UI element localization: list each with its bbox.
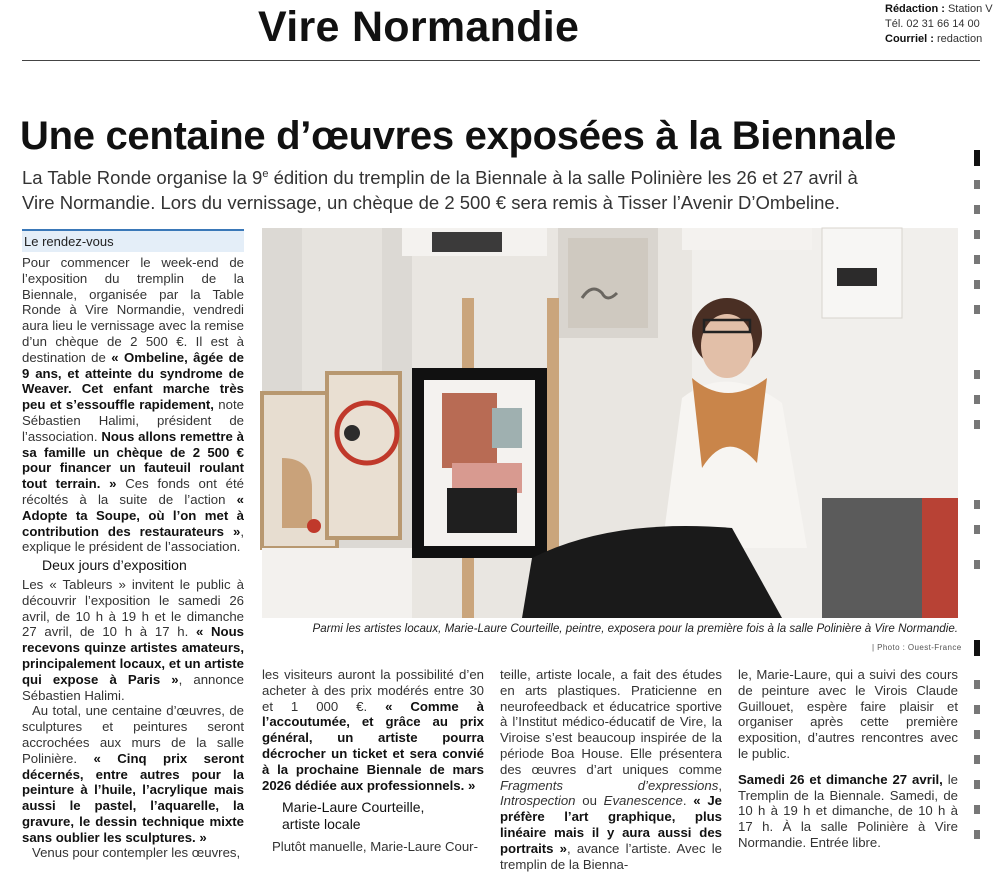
article-column-2 <box>262 667 484 855</box>
text-run: le Tremplin de la Biennale. Samedi, de 10 h à 19 h et dimanche, de 10 h à 17 h. À la salle Polinière à Vire Normandie. Entrée libre. <box>738 771 958 850</box>
quote-run: « Adopte ta Soupe, où l’on met à contribution des restaurateurs » <box>22 491 244 539</box>
artwork-title: Fragments d’expressions <box>500 777 719 793</box>
adjacent-article-edge <box>966 140 980 883</box>
text-run: Ces fonds ont été récoltés à la suite de l’action <box>22 476 244 507</box>
edge-mark <box>974 370 980 379</box>
text-run: Pour commencer le week-end de l’exposition du tremplin de la Biennale, organisée par la Table Ronde à Vire Normandie, vendredi aura lieu le vernissage avec la remise d’un chèque de 2 500 €. Il est à destination de <box>22 255 244 365</box>
edge-mark <box>974 230 980 239</box>
text-run: . <box>682 793 694 809</box>
text-run: , avance l’artiste. Avec le tremplin de la Bienna- <box>500 840 722 872</box>
paragraph-8: le, Marie-Laure, qui a suivi des cours de peinture avec le Virois Claude Guillouet, espère faire plaisir et organiser après cette première exposition, d’autres rencontres avec le public. <box>738 667 958 761</box>
edge-mark <box>974 395 980 404</box>
paragraph-7 <box>500 667 722 872</box>
text-run: Au total, une centaine d’œuvres, de sculptures et peintures seront accrochées aux murs de la salle Polinière. <box>22 703 244 766</box>
newspaper-section-title: Vire Normandie <box>258 3 580 51</box>
edge-mark <box>974 560 980 569</box>
edge-mark <box>974 500 980 509</box>
edge-mark <box>974 205 980 214</box>
quote-run: « Ombeline, âgée de 9 ans, et atteinte du syndrome de Weaver. Cet enfant marche très peu et s’essouffle rapidement, <box>22 349 244 413</box>
edge-mark <box>974 705 980 714</box>
edge-mark <box>974 150 980 166</box>
edge-mark <box>974 525 980 534</box>
subheading-line-1: Marie-Laure Courteille, <box>282 799 425 816</box>
paragraph-6: Plutôt manuelle, Marie-Laure Cour- <box>272 839 478 855</box>
rendezvous-label: Le rendez-vous <box>22 229 244 252</box>
quote-run: « Comme à l’accoutumée, et grâce au prix général, un artiste pourra décrocher un ticket et sera convié à la prochaine Biennale de mars 2026 dédiée aux professionnels. » <box>262 698 484 793</box>
edge-mark <box>974 420 980 429</box>
quote-run: « Cinq prix seront décernés, entre autres pour la peinture à l’huile, l’acrylique mais aussi le pastel, l’aquarelle, la gravure, le dessin technique mixte sans oublier les sculptures. » <box>22 750 244 845</box>
paragraph-1 <box>22 255 244 555</box>
text-run: , <box>718 777 722 793</box>
artwork-title: Introspection <box>500 793 576 809</box>
subheading-two-days: Deux jours d’exposition <box>42 557 187 574</box>
quote-run: Nous allons remettre à sa famille un chèque de 2 500 € pour financer un fauteuil roulant tout terrain. » <box>22 428 244 492</box>
subheading-line-2: artiste locale <box>282 816 361 833</box>
paragraph-2 <box>22 577 244 703</box>
email-line <box>885 32 993 47</box>
subheading-artist <box>282 799 484 833</box>
redaction-value: Station V <box>944 3 993 15</box>
paragraph-3 <box>22 703 244 845</box>
edge-mark <box>974 830 980 839</box>
text-run: note Sébastien Halimi, président de l’association. <box>22 397 244 444</box>
edge-mark <box>974 730 980 739</box>
text-run: teille, artiste locale, a fait des études en arts plastiques. Praticienne en neurofeedback et éducatrice sportive à l’Institut médico-éducatif de Vire, la Viroise s’est beaucoup inspirée de la période Boa House. Elle présentera des œuvres d’art uniques comme <box>500 667 722 777</box>
edge-mark <box>974 680 980 689</box>
text-run: , explique le président de l’association. <box>22 523 244 555</box>
text-run: Les « Tableurs » invitent le public à découvrir l’exposition le samedi 26 avril, de 10 h à 19 h et le dimanche 27 avril, de 10 h à 17 h. <box>22 576 244 640</box>
quote-run: « Nous recevons quinze artistes amateurs, principalement locaux, et un artiste qui expose à Paris » <box>22 624 244 687</box>
email-value: redaction <box>933 33 983 45</box>
edge-mark <box>974 305 980 314</box>
text-run: les visiteurs auront la possibilité d’en acheter à des prix modérés entre 30 et 1 000 €. <box>262 667 484 714</box>
article-standfirst <box>22 162 892 215</box>
photo-credit: | Photo : Ouest-France <box>872 643 962 652</box>
redaction-line <box>885 2 993 17</box>
article-column-3 <box>500 667 722 872</box>
artwork-title: Evanescence <box>603 793 683 809</box>
article-column-4 <box>738 667 958 851</box>
edge-mark <box>974 755 980 764</box>
photo-illustration <box>262 228 958 618</box>
edge-mark <box>974 280 980 289</box>
edge-mark <box>974 180 980 189</box>
practical-info <box>738 772 958 851</box>
quote-run: « Je préfère l’art graphique, plus linéaire mais il y aura aussi des portraits » <box>500 793 723 856</box>
article-photo <box>262 228 958 618</box>
photo-caption: Parmi les artistes locaux, Marie-Laure Courteille, peintre, exposera pour la première fois à la salle Polinière à Vire Normandie. <box>312 622 958 635</box>
text-run: ou <box>575 793 604 809</box>
edge-mark <box>974 640 980 656</box>
text-run: , annonce Sébastien Halimi. <box>22 671 244 703</box>
redaction-label: Rédaction : <box>885 3 945 15</box>
edge-mark <box>974 780 980 789</box>
article-headline: Une centaine d’œuvres exposées à la Biennale <box>20 114 897 158</box>
phone-line: Tél. 02 31 66 14 00 <box>885 18 980 30</box>
edge-mark <box>974 805 980 814</box>
standfirst-part1: La Table Ronde organise la 9 <box>22 167 263 189</box>
edge-mark <box>974 255 980 264</box>
info-dates: Samedi 26 et dimanche 27 avril, <box>738 771 943 787</box>
paragraph-5 <box>262 667 484 793</box>
standfirst-part2: édition du tremplin de la Biennale à la salle Polinière les 26 et 27 avril à Vire Normandie. Lors du vernissage, un chèque de 2 500 € sera remis à Tisser l’Avenir D’Ombeline. <box>22 167 858 214</box>
masthead-divider <box>22 60 980 61</box>
contact-box <box>885 2 993 47</box>
paragraph-4: Venus pour contempler les œuvres, <box>32 845 241 861</box>
standfirst-superscript: e <box>262 168 269 180</box>
article-column-1 <box>22 255 244 861</box>
email-label: Courriel : <box>885 33 934 45</box>
